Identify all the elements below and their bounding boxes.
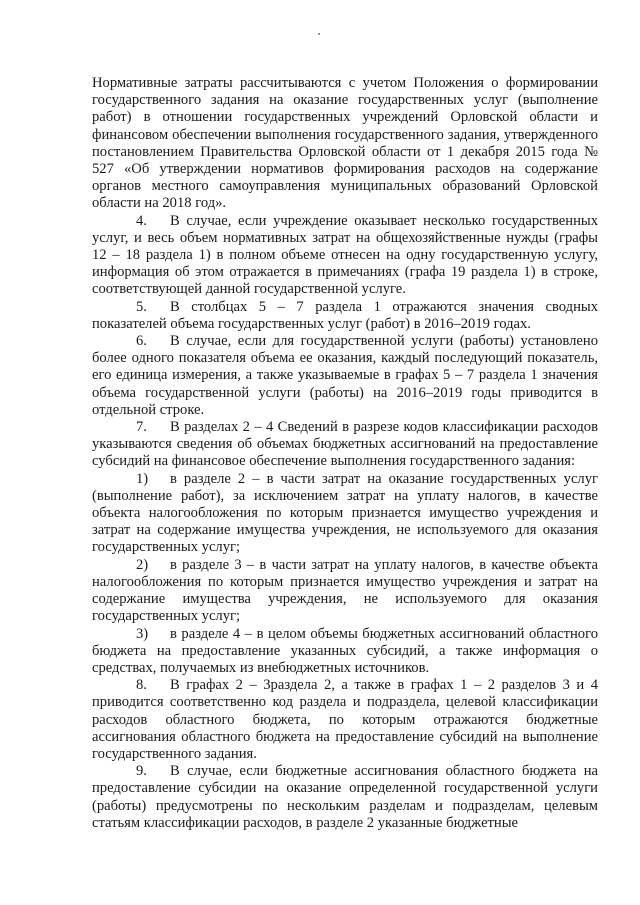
paragraph-6 (92, 333, 598, 419)
paragraph-7-item-3 (92, 626, 598, 678)
paragraph-number: 7. (136, 419, 147, 436)
paragraph-number: 4. (136, 212, 147, 229)
paragraph-number: 5. (136, 298, 147, 315)
paragraph-text: В случае, если бюджетные ассигнования областного бюджета на предоставление субсидии на оказание определенной государственной услуги (работы) предусмотрены по нескольким разделам и подразделам, целевым статьям классификации расходов, в разделе 2 указанные бюджетные (92, 763, 598, 831)
scan-speck (318, 33, 320, 35)
paragraph-text: В случае, если учреждение оказывает несколько государственных услуг, и весь объем нормативных затрат на общехозяйственные нужды (графы 12 – 18 раздела 1) в полном объеме отнесен на одну государственную услугу, информация об этом отражается в примечаниях (графа 19 раздела 1) в строке, соответствующей данной государственной услуге. (92, 212, 598, 298)
paragraph-number: 1) (136, 470, 149, 487)
paragraph-5 (92, 299, 598, 333)
paragraph-number: 8. (136, 677, 147, 694)
document-body (92, 75, 598, 832)
paragraph-text: В графах 2 – 3раздела 2, а также в графах 1 – 2 разделов 3 и 4 приводится соответственно код раздела и подраздела, целевой классификации расходов областного бюджета, по которым отражаются бюджетные ассигнования областного бюджета на предоставление субсидий на выполнение государственного задания. (92, 677, 598, 762)
paragraph-text: В разделах 2 – 4 Сведений в разрезе кодов классификации расходов указываются сведения об объемах бюджетных ассигнований на предоставление субсидий на финансовое обеспечение выполнения государственного задания: (92, 419, 598, 470)
paragraph-norm-costs (92, 75, 598, 213)
paragraph-number: 6. (136, 333, 147, 350)
paragraph-8 (92, 677, 598, 763)
paragraph-7-item-1 (92, 471, 598, 557)
paragraph-text: В столбцах 5 – 7 раздела 1 отражаются значения сводных показателей объема государственных услуг (работ) в 2016–2019 годах. (92, 298, 598, 332)
paragraph-text: В случае, если для государственной услуги (работы) установлено более одного показателя объема ее оказания, каждый последующий показатель, его единица измерения, а также указываемые в графах 5 – 7 раздела 1 значения объема государственной услуги (работы) на 2016–2019 годы приводится в отдельной строке. (92, 333, 598, 418)
paragraph-text: в разделе 4 – в целом объемы бюджетных ассигнований областного бюджета на предоставление указанных субсидий, а также информация о средствах, получаемых из внебюджетных источников. (92, 625, 598, 676)
paragraph-text: в разделе 3 – в части затрат на уплату налогов, в качестве объекта налогообложения по которым признается имущество учреждения и затрат на содержание имущества учреждения, не используемого для оказания государственных услуг; (92, 556, 598, 625)
paragraph-number: 2) (136, 556, 149, 573)
paragraph-number: 9. (136, 763, 147, 780)
paragraph-7 (92, 419, 598, 471)
paragraph-text: в разделе 2 – в части затрат на оказание государственных услуг (выполнение работ), за исключением затрат на уплату налогов, в качестве объекта налогообложения по которым признается имущество учреждения и затрат на содержание имущества учреждения, не используемого для оказания государственных услуг; (92, 470, 598, 556)
paragraph-9 (92, 763, 598, 832)
paragraph-text: Нормативные затраты рассчитываются с учетом Положения о формировании государственного задания на оказание государственных услуг (выполнение работ) в отношении государственных учреждений Орловской области и финансовом обеспечении выполнения государственного задания, утвержденного постановлением Правительства Орловской области от 1 декабря 2015 года № 527 «Об утверждении нормативов формирования расходов на содержание органов местного самоуправления муниципальных образований Орловской области на 2018 год». (92, 75, 598, 212)
paragraph-7-item-2 (92, 557, 598, 626)
paragraph-4 (92, 213, 598, 299)
paragraph-number: 3) (136, 625, 149, 642)
